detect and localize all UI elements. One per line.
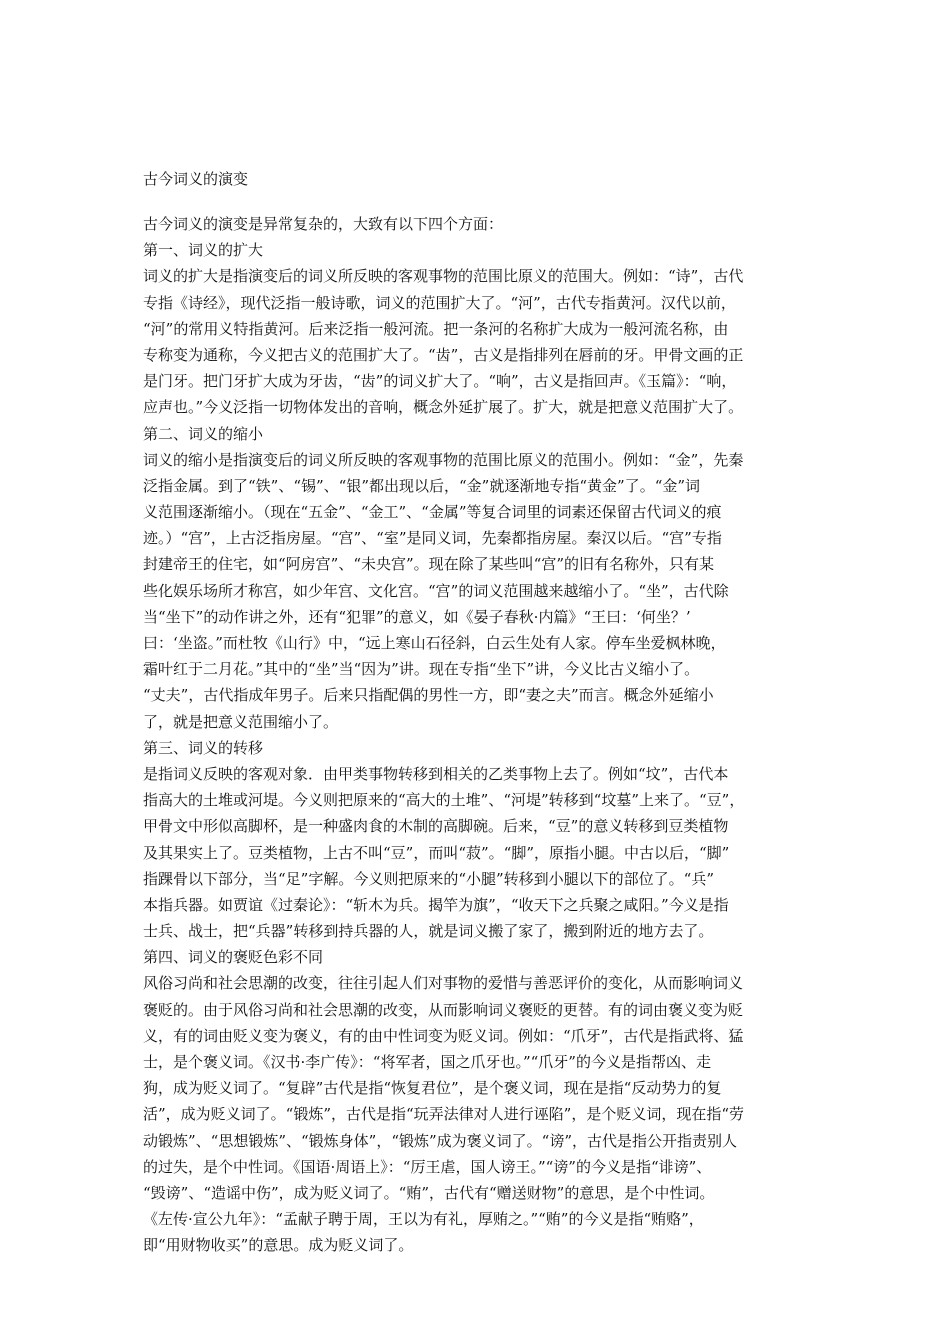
paragraph-line: 指踝骨以下部分，当“足”字解。今义则把原来的“小腿”转移到小腿以下的部位了。“兵” — [143, 869, 715, 888]
paragraph-line: 泛指金属。到了“铁”、“锡”、“银”都出现以后，“金”就逐渐地专指“黄金”了。“金”词 — [143, 476, 701, 495]
paragraph-line: 本指兵器。如贾谊《过秦论》：“斩木为兵。揭竿为旗”，“收天下之兵聚之咸阳。”今义是指 — [143, 895, 729, 914]
paragraph-line: 指高大的土堆或河堤。今义则把原来的“高大的土堆”、“河堤”转移到“坟墓”上来了。“豆”， — [143, 791, 745, 810]
paragraph-line: 是指词义反映的客观对象．由甲类事物转移到相关的乙类事物上去了。例如“坟”，古代本 — [143, 764, 729, 783]
paragraph-line: 词义的扩大是指演变后的词义所反映的客观事物的范围比原义的范围大。例如：“诗”，古代 — [143, 267, 744, 286]
paragraph-line: 了，就是把意义范围缩小了。 — [143, 712, 339, 731]
paragraph-line: 义范围逐渐缩小。（现在“五金”、“金工”、“金属”等复合词里的词素还保留古代词义的痕 — [143, 503, 722, 522]
paragraph-line: 及其果实上了。豆类植物，上古不叫“豆”，而叫“菽”。“脚”，原指小腿。中古以后，“脚” — [143, 843, 730, 862]
paragraph-line: 专指《诗经》，现代泛指一般诗歌，词义的范围扩大了。“河”，古代专指黄河。汉代以前， — [143, 293, 736, 312]
section-heading-2: 第二、词义的缩小 — [143, 424, 264, 443]
paragraph-line: 迹。）“宫”，上古泛指房屋。“宫”、“室”是同义词，先秦都指房屋。秦汉以后。“宫”专指 — [143, 529, 722, 548]
paragraph-line: 褒贬的。由于风俗习尚和社会思潮的改变，从而影响词义褒贬的更替。有的词由褒义变为贬 — [143, 1000, 744, 1019]
paragraph-line: 曰：‘坐盗。”而杜牧《山行》中，“远上寒山石径斜，白云生处有人家。停车坐爱枫林晚， — [143, 634, 726, 652]
document-title: 古今词义的演变 — [143, 170, 249, 188]
paragraph-line: 风俗习尚和社会思潮的改变，往往引起人们对事物的爱惜与善恶评价的变化，从而影响词义 — [143, 974, 744, 993]
paragraph-line: 应声也。”今义泛指一切物体发出的音响，概念外延扩展了。扩大，就是把意义范围扩大了。 — [143, 398, 744, 417]
intro-line: 古今词义的演变是异常复杂的，大致有以下四个方面： — [143, 215, 504, 233]
paragraph-line: 当“坐下”的动作讲之外，还有“犯罪”的意义，如《晏子春秋·内篇》“王曰：‘何坐？’ — [143, 607, 691, 626]
paragraph-line: 士兵、战士，把“兵器”转移到持兵器的人，就是词义搬了家了，搬到附近的地方去了。 — [143, 922, 714, 941]
paragraph-line: 《左传·宣公九年》：“孟献子聘于周，王以为有礼，厚贿之。”“贿”的今义是指“贿赂”， — [143, 1210, 704, 1229]
paragraph-line: 士，是个褒义词。《汉书·李广传》：“将军者，国之爪牙也。”“爪牙”的今义是指帮凶、走 — [143, 1053, 711, 1071]
paragraph-line: “河”的常用义特指黄河。后来泛指一般河流。把一条河的名称扩大成为一般河流名称，由 — [143, 319, 729, 338]
paragraph-line: 义，有的词由贬义变为褒义，有的由中性词变为贬义词。例如：“爪牙”，古代是指武将、猛 — [143, 1026, 744, 1045]
paragraph-line: 霜叶红于二月花。”其中的“坐”当“因为”讲。现在专指“坐下”讲，今义比古义缩小了。 — [143, 660, 700, 679]
section-heading-3: 第三、词义的转移 — [143, 738, 264, 757]
paragraph-line: 专称变为通称，今义把古义的范围扩大了。“齿”，古义是指排列在唇前的牙。甲骨文画的正 — [143, 345, 744, 364]
section-heading-1: 第一、词义的扩大 — [143, 241, 264, 260]
section-heading-4: 第四、词义的褒贬色彩不同 — [143, 948, 324, 967]
paragraph-line: 活”，成为贬义词了。“锻炼”，古代是指“玩弄法律对人进行诬陷”，是个贬义词，现在指“劳 — [143, 1105, 745, 1124]
paragraph-line: “毁谤”、“造谣中伤”，成为贬义词了。“贿”，古代有“赠送财物”的意思，是个中性词。 — [143, 1183, 715, 1202]
paragraph-line: 些化娱乐场所才称宫，如少年宫、文化宫。“宫”的词义范围越来越缩小了。“坐”，古代除 — [143, 581, 729, 600]
paragraph-line: 狗，成为贬义词了。“复辟”古代是指“恢复君位”，是个褒义词，现在是指“反动势力的复 — [143, 1079, 722, 1098]
document-body — [143, 211, 823, 1259]
paragraph-line: “丈夫”，古代指成年男子。后来只指配偶的男性一方，即“妻之夫”而言。概念外延缩小 — [143, 686, 714, 705]
paragraph-line: 的过失，是个中性词。《国语·周语上》：“厉王虐，国人谤王。”“谤”的今义是指“诽谤”、 — [143, 1157, 712, 1176]
paragraph-line: 封建帝王的住宅，如“阿房宫”、“未央宫”。现在除了某些叫“宫”的旧有名称外，只有某 — [143, 555, 715, 574]
paragraph-line: 甲骨文中形似高脚杯，是一种盛肉食的木制的高脚碗。后来，“豆”的意义转移到豆类植物 — [143, 817, 729, 836]
paragraph-line: 即“用财物收买”的意思。成为贬义词了。 — [143, 1236, 414, 1255]
paragraph-line: 动锻炼”、“思想锻炼”、“锻炼身体”，“锻炼”成为褒义词了。“谤”，古代是指公开指责别人 — [143, 1131, 738, 1150]
paragraph-line: 词义的缩小是指演变后的词义所反映的客观事物的范围比原义的范围小。例如：“金”，先秦 — [143, 450, 744, 469]
paragraph-line: 是门牙。把门牙扩大成为牙齿，“齿”的词义扩大了。“响”，古义是指回声。《玉篇》：“响， — [143, 372, 737, 391]
